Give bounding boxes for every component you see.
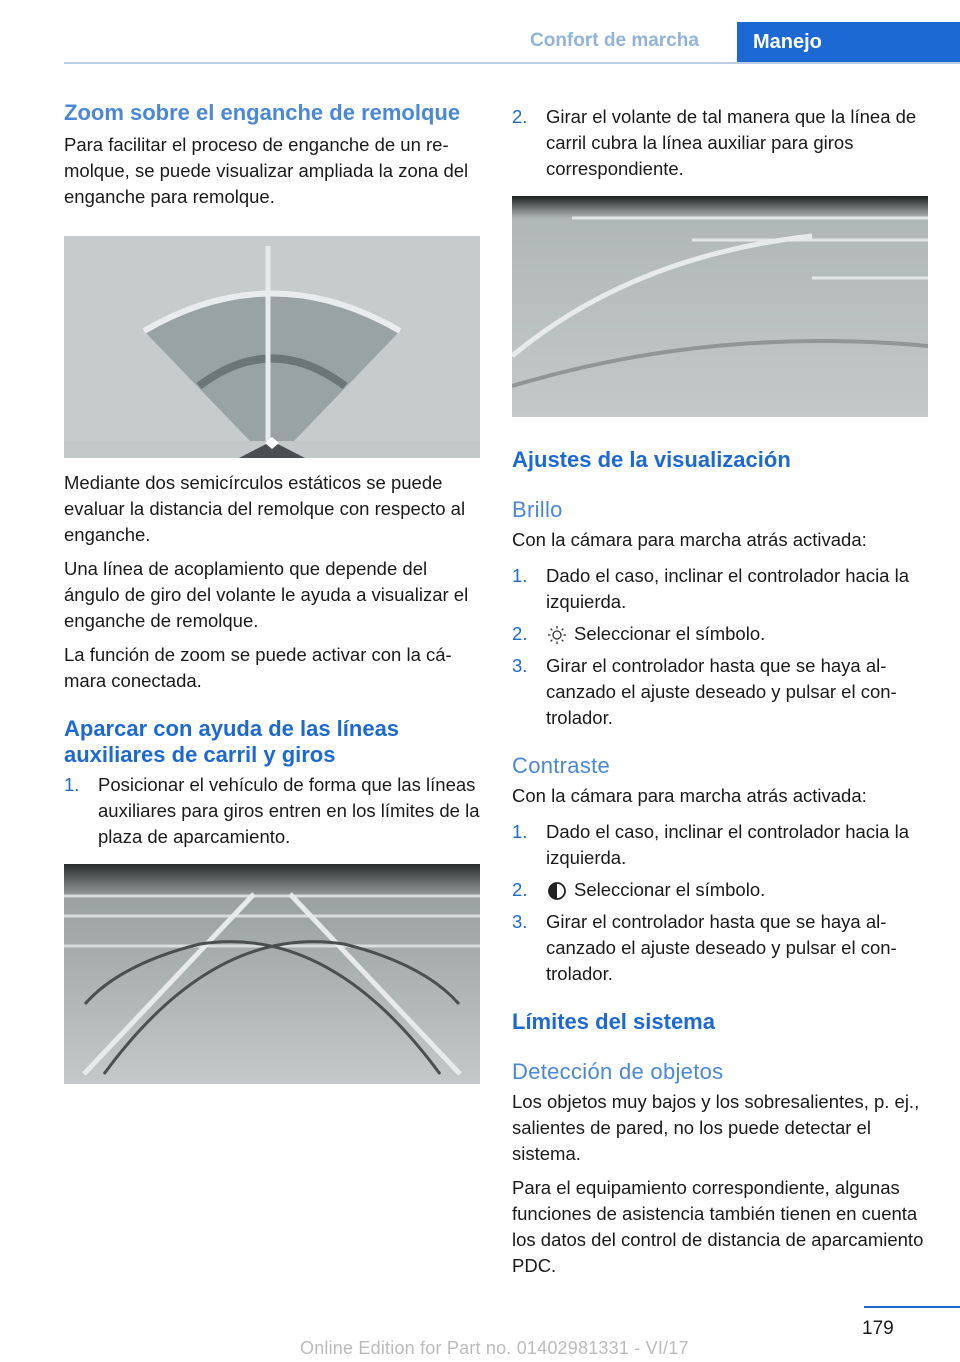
settings-heading: Ajustes de la visualización bbox=[512, 447, 791, 472]
step-number: 3. bbox=[512, 911, 528, 932]
hitch-zoom-image bbox=[64, 236, 480, 458]
parking-heading: Aparcar con ayuda de las líneas auxiliares de carril y giros bbox=[64, 716, 400, 767]
parking-lines-image bbox=[64, 864, 480, 1084]
zoom-para-1: Mediante dos semicírculos estáticos se puede evaluar la distancia del remolque con respecto al enganche. bbox=[64, 472, 466, 545]
contrast-steps bbox=[512, 819, 928, 987]
step-text: Girar el controlador hasta que se haya alcanzado el ajuste deseado y pulsar el controlador. bbox=[546, 911, 897, 984]
list-item bbox=[512, 909, 928, 987]
list-item bbox=[64, 772, 480, 850]
step-text: Dado el caso, inclinar el controlador hacia la izquierda. bbox=[546, 565, 910, 612]
zoom-intro: Para facilitar el proceso de enganche de un remolque, se puede visualizar ampliada la zona del enganche para remolque. bbox=[64, 134, 469, 207]
step-number: 3. bbox=[512, 655, 528, 676]
parking-steps bbox=[64, 772, 480, 850]
edition-watermark: Online Edition for Part no. 01402981331 - VI/17 bbox=[300, 1338, 689, 1358]
contrast-intro: Con la cámara para marcha atrás activada: bbox=[512, 785, 867, 806]
page-number: 179 bbox=[862, 1318, 894, 1339]
brightness-heading: Brillo bbox=[512, 497, 563, 522]
limits-heading: Límites del sistema bbox=[512, 1009, 715, 1034]
brightness-steps bbox=[512, 563, 928, 731]
step-text: Girar el controlador hasta que se haya alcanzado el ajuste deseado y pulsar el controlador. bbox=[546, 655, 897, 728]
parking-steps-cont bbox=[512, 104, 928, 182]
right-column bbox=[512, 104, 928, 1279]
left-column bbox=[64, 100, 480, 1084]
list-item bbox=[512, 104, 928, 182]
step-text: Seleccionar el símbolo. bbox=[574, 623, 766, 644]
step-number: 2. bbox=[512, 879, 528, 900]
turning-lines-image bbox=[512, 196, 928, 417]
detection-heading: Detección de objetos bbox=[512, 1059, 724, 1084]
step-number: 1. bbox=[512, 821, 528, 842]
step-text: Posicionar el vehículo de forma que las líneas auxiliares para giros entren en los límites de la plaza de aparcamiento. bbox=[98, 774, 480, 847]
page-header bbox=[0, 0, 960, 64]
step-number: 1. bbox=[512, 565, 528, 586]
zoom-para-3: La función de zoom se puede activar con la cámara conectada. bbox=[64, 644, 452, 691]
step-text: Dado el caso, inclinar el controlador hacia la izquierda. bbox=[546, 821, 910, 868]
list-item bbox=[512, 563, 928, 615]
brightness-intro: Con la cámara para marcha atrás activada: bbox=[512, 529, 867, 550]
sun-icon bbox=[546, 625, 568, 645]
contrast-icon bbox=[546, 881, 568, 901]
step-text: Seleccionar el símbolo. bbox=[574, 879, 766, 900]
step-number: 2. bbox=[512, 106, 528, 127]
detection-para-2: Para el equipamiento correspondiente, algunas funciones de asistencia también tienen en cuenta los datos del control de distancia de aparcamiento PDC. bbox=[512, 1177, 924, 1276]
list-item bbox=[512, 819, 928, 871]
list-item bbox=[512, 621, 928, 647]
zoom-para-2: Una línea de acoplamiento que depende del ángulo de giro del volante le ayuda a visualizar el enganche de remolque. bbox=[64, 558, 469, 631]
contrast-heading: Contraste bbox=[512, 753, 611, 778]
step-number: 1. bbox=[64, 774, 80, 795]
list-item bbox=[512, 653, 928, 731]
section-tab[interactable]: Confort de marcha bbox=[530, 30, 699, 51]
header-divider bbox=[64, 62, 960, 64]
chapter-tab[interactable]: Manejo bbox=[737, 22, 960, 63]
detection-para-1: Los objetos muy bajos y los sobresalientes, p. ej., salientes de pared, no los puede detectar el sistema. bbox=[512, 1091, 920, 1164]
footer-divider bbox=[864, 1306, 960, 1308]
step-number: 2. bbox=[512, 623, 528, 644]
zoom-heading: Zoom sobre el enganche de remolque bbox=[64, 100, 461, 125]
list-item bbox=[512, 877, 928, 903]
step-text: Girar el volante de tal manera que la línea de carril cubra la línea auxiliar para giros correspondiente. bbox=[546, 106, 917, 179]
